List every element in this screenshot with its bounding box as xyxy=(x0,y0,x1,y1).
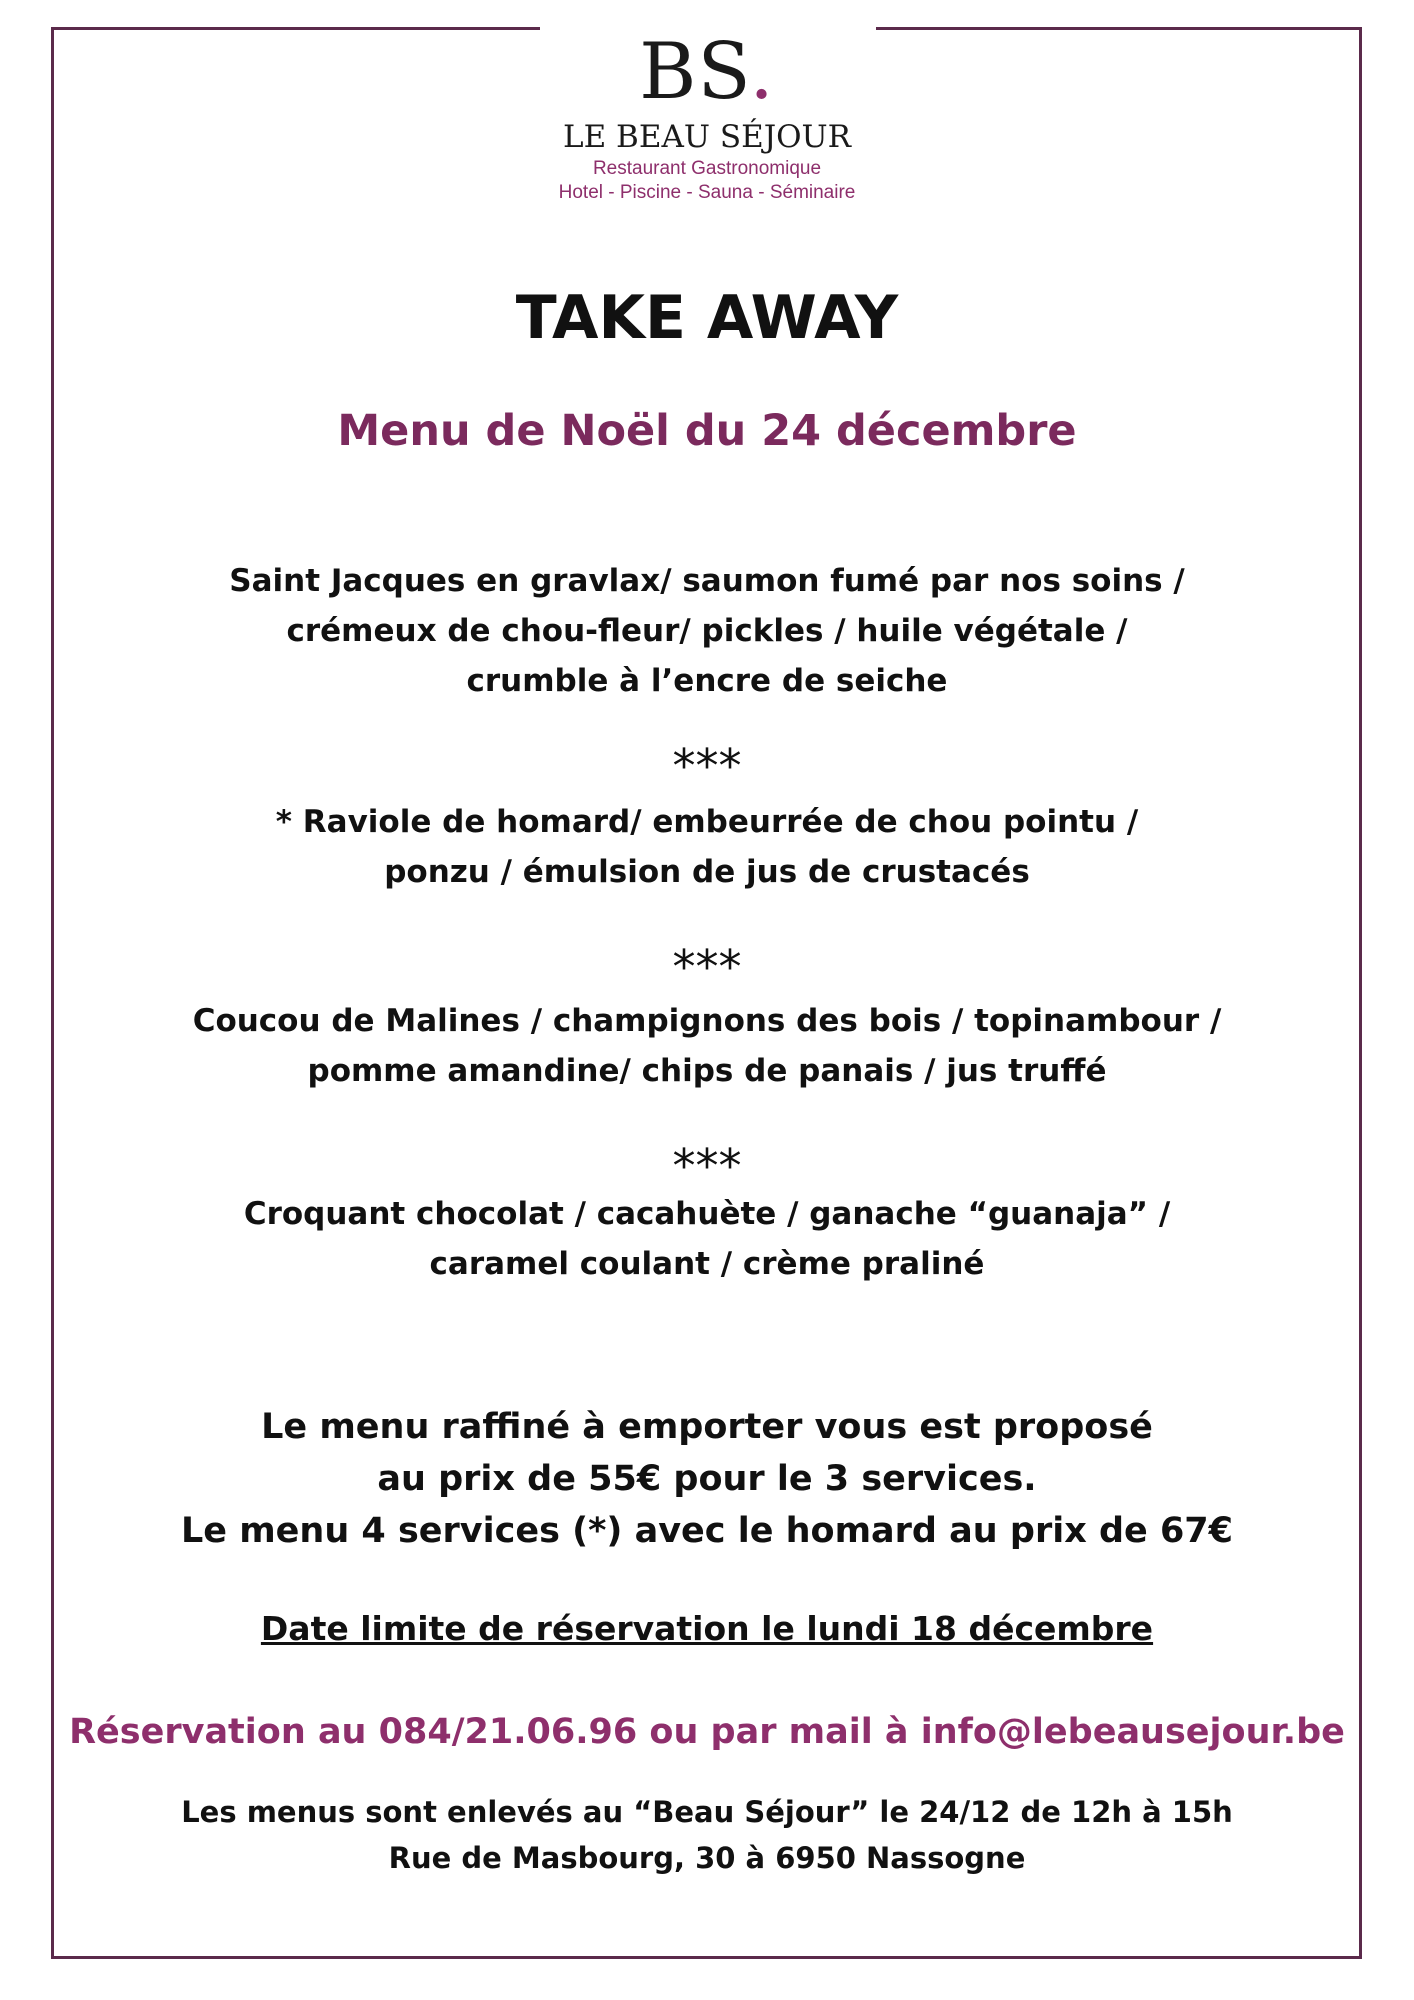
reservation-deadline xyxy=(0,1606,1414,1652)
pricing-line: Le menu raffiné à emporter vous est proposé xyxy=(261,1407,1153,1447)
reservation-deadline-text: Date limite de réservation le lundi 18 décembre xyxy=(260,1609,1154,1648)
course-line: crumble à l’encre de seiche xyxy=(466,663,948,699)
course-starter xyxy=(80,556,1334,706)
course-line: pomme amandine/ chips de panais / jus truffé xyxy=(307,1053,1107,1089)
pickup-line: Rue de Masbourg, 30 à 6950 Nassogne xyxy=(388,1841,1026,1875)
course-line: Saint Jacques en gravlax/ saumon fumé par nos soins / xyxy=(229,563,1185,599)
logo-monogram-dot: . xyxy=(749,27,775,117)
pricing-line: au prix de 55€ pour le 3 services. xyxy=(377,1459,1037,1499)
course-line: crémeux de chou-fleur/ pickles / huile végétale / xyxy=(286,613,1128,649)
reservation-contact: Réservation au 084/21.06.96 ou par mail à info@lebeausejour.be xyxy=(69,1712,1345,1752)
page-title: TAKE AWAY xyxy=(515,283,899,353)
course-main xyxy=(80,996,1334,1096)
logo-name: LE BEAU SÉJOUR xyxy=(562,119,852,155)
course-line: caramel coulant / crème praliné xyxy=(429,1246,985,1282)
menu-subtitle: Menu de Noël du 24 décembre xyxy=(337,406,1077,456)
course-dessert xyxy=(80,1189,1334,1289)
logo-tagline: Restaurant Gastronomique xyxy=(592,158,822,179)
course-line: ponzu / émulsion de jus de crustacés xyxy=(384,854,1030,890)
course-separator: *** xyxy=(672,739,742,793)
logo-monogram xyxy=(457,27,957,117)
pricing-info xyxy=(80,1401,1334,1557)
logo-services: Hotel - Piscine - Sauna - Séminaire xyxy=(558,182,856,203)
course-line: Coucou de Malines / champignons des bois / topinambour / xyxy=(192,1003,1222,1039)
course-line: Croquant chocolat / cacahuète / ganache “guanaja” / xyxy=(243,1196,1171,1232)
course-lobster xyxy=(80,797,1334,897)
pricing-line: Le menu 4 services (*) avec le homard au prix de 67€ xyxy=(180,1511,1234,1551)
logo-monogram-letters: BS xyxy=(639,27,750,117)
pickup-line: Les menus sont enlevés au “Beau Séjour” le 24/12 de 12h à 15h xyxy=(181,1795,1233,1829)
logo xyxy=(457,27,957,205)
pickup-info xyxy=(0,1789,1414,1881)
course-separator: *** xyxy=(672,1139,742,1193)
course-line: * Raviole de homard/ embeurrée de chou pointu / xyxy=(275,804,1139,840)
course-separator: *** xyxy=(672,940,742,994)
